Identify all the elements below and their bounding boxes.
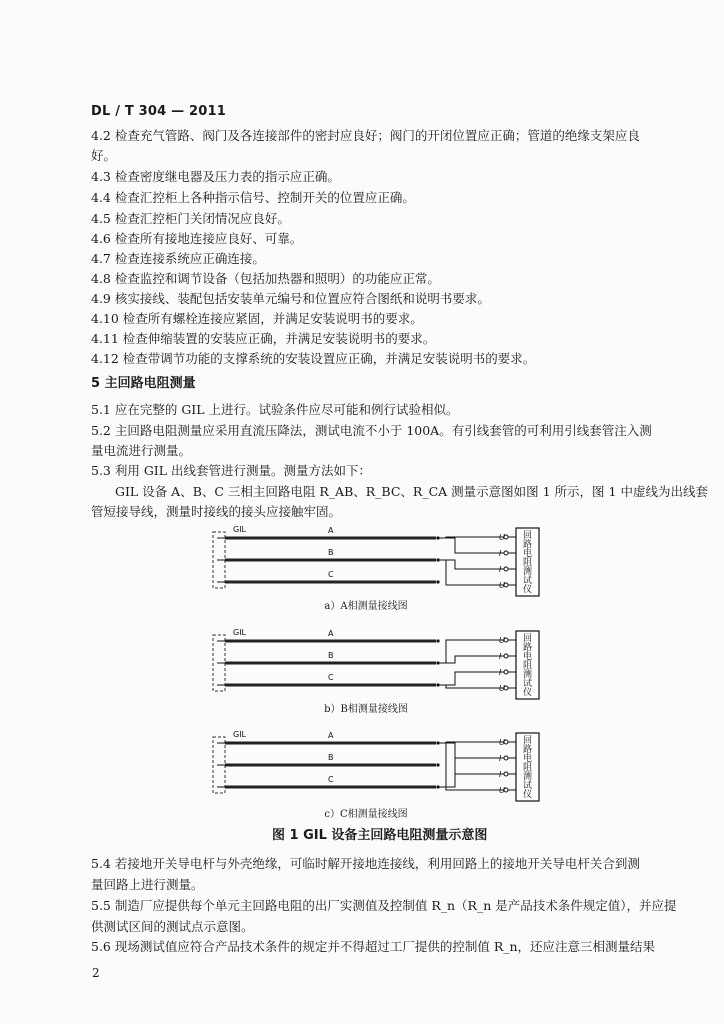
terminal-a-1 [504, 551, 508, 555]
instrument-char-a-0: 回 [523, 531, 533, 541]
phase-label-a-1: B [328, 548, 334, 557]
phase-label-b-1: B [328, 651, 334, 660]
instrument-char-c-3: 阻 [523, 763, 533, 773]
terminal-label-a-2: I [499, 565, 502, 574]
para-5-6: 5.6 现场测试值应符合产品技术条件的规定并不得超过工厂提供的控制值 R_n，还应注意三相测量结果 [91, 939, 656, 954]
item-4-8: 4.8 检查监控和调节设备（包括加热器和照明）的功能应正常。 [91, 271, 440, 286]
lead-a-2 [438, 560, 504, 569]
instrument-char-c-0: 回 [523, 736, 533, 746]
lead-c-1 [438, 758, 504, 787]
instrument-char-b-6: 仪 [523, 688, 533, 698]
item-4-11: 4.11 检查伸缩装置的安装应正确，并满足安装说明书的要求。 [91, 331, 436, 346]
instrument-char-a-2: 电 [523, 549, 533, 559]
para-5-3: 5.3 利用 GIL 出线套管进行测量。测量方法如下： [91, 463, 372, 478]
terminal-b-2 [504, 670, 508, 674]
terminal-label-c-3: U [499, 786, 505, 795]
terminal-c-1 [504, 756, 508, 760]
conductor-b-1 [225, 662, 436, 665]
lead-b-0 [438, 640, 504, 663]
para-5-2: 5.2 主回路电阻测量应采用直流压降法，测试电流不小于 100A。有引线套管的可利用引线套管注入测 [91, 423, 652, 438]
instrument-char-c-1: 路 [523, 745, 533, 755]
para-5-1: 5.1 应在完整的 GIL 上进行。试验条件应尽可能和例行试验相似。 [91, 402, 459, 417]
instrument-char-a-3: 阻 [523, 558, 533, 568]
terminal-label-b-1: I [499, 652, 502, 661]
phase-label-b-0: A [328, 629, 334, 638]
conductor-end-b-0 [436, 639, 439, 642]
conductor-end-c-1 [436, 763, 439, 766]
terminal-a-2 [504, 567, 508, 571]
terminal-label-a-0: U [499, 533, 505, 542]
instrument-char-a-4: 测 [523, 567, 533, 577]
item-4-12: 4.12 检查带调节功能的支撑系统的安装设置应正确，并满足安装说明书的要求。 [91, 351, 536, 366]
item-4-7: 4.7 检查连接系统应正确连接。 [91, 251, 265, 266]
doc-header: DL / T 304 — 2011 [91, 104, 227, 119]
item-4-6: 4.6 检查所有接地连接应良好、可靠。 [91, 231, 303, 246]
phase-label-b-2: C [328, 673, 334, 682]
para-5-5: 5.5 制造厂应提供每个单元主回路电阻的出厂实测值及控制值 R_n（R_n 是产品技术条件规定值），并应提 [91, 898, 677, 913]
caption-a: a）A相测量接线图 [324, 601, 408, 612]
phase-label-c-1: B [328, 753, 334, 762]
instrument-char-c-5: 试 [523, 781, 533, 791]
instrument-char-c-2: 电 [523, 754, 533, 764]
terminal-b-1 [504, 654, 508, 658]
item-4-4: 4.4 检查汇控柜上各种指示信号、控制开关的位置应正确。 [91, 190, 415, 205]
conductor-b-0 [225, 640, 436, 643]
lead-a-1 [438, 538, 504, 553]
item-4-2: 4.2 检查充气管路、阀门及各连接部件的密封应良好；阀门的开闭位置应正确；管道的绝缘支架应良 [91, 128, 640, 143]
conductor-a-0 [225, 537, 436, 540]
terminal-label-c-0: U [499, 738, 505, 747]
instrument-char-a-5: 试 [523, 576, 533, 586]
para-5-3-desc-cont: 管短接导线，测量时接线的接头应接触牢固。 [91, 504, 342, 519]
terminal-label-b-0: U [499, 636, 505, 645]
lead-c-0 [438, 742, 504, 787]
section-5-title: 5 主回路电阻测量 [91, 376, 196, 391]
gil-label-b: GIL [233, 628, 247, 637]
para-5-4-cont: 量回路上进行测量。 [91, 877, 204, 892]
phase-label-c-0: A [328, 731, 334, 740]
gil-label-a: GIL [233, 525, 247, 534]
conductor-c-0 [225, 742, 436, 745]
phase-label-c-2: C [328, 775, 334, 784]
item-4-9: 4.9 核实接线、装配包括安装单元编号和位置应符合图纸和说明书要求。 [91, 291, 490, 306]
figure-1-title: 图 1 GIL 设备主回路电阻测量示意图 [272, 828, 488, 843]
phase-label-a-0: A [328, 526, 334, 535]
terminal-label-c-1: I [499, 754, 502, 763]
instrument-char-c-6: 仪 [523, 790, 533, 800]
instrument-char-b-1: 路 [523, 643, 533, 653]
instrument-char-b-5: 试 [523, 679, 533, 689]
terminal-label-a-3: U [499, 581, 505, 590]
gil-label-c: GIL [233, 730, 247, 739]
conductor-a-2 [225, 581, 436, 584]
lead-b-1 [438, 656, 504, 663]
terminal-label-a-1: I [499, 549, 502, 558]
lead-c-3 [438, 743, 504, 790]
phase-label-a-2: C [328, 570, 334, 579]
item-4-10: 4.10 检查所有螺栓连接应紧固，并满足安装说明书的要求。 [91, 311, 423, 326]
instrument-char-b-4: 测 [523, 670, 533, 680]
instrument-char-c-4: 测 [523, 772, 533, 782]
instrument-char-a-6: 仪 [523, 585, 533, 595]
instrument-char-b-2: 电 [523, 652, 533, 662]
conductor-c-1 [225, 764, 436, 767]
terminal-label-b-2: I [499, 668, 502, 677]
conductor-a-1 [225, 559, 436, 562]
caption-c: c）C相测量接线图 [324, 809, 408, 820]
item-4-3: 4.3 检查密度继电器及压力表的指示应正确。 [91, 169, 340, 184]
page-number: 2 [92, 966, 100, 980]
para-5-3-desc: GIL 设备 A、B、C 三相主回路电阻 R_AB、R_BC、R_CA 测量示意图如图 1 所示，图 1 中虚线为出线套 [115, 484, 708, 499]
item-4-5: 4.5 检查汇控柜门关闭情况应良好。 [91, 211, 290, 226]
conductor-c-2 [225, 786, 436, 789]
lead-a-3 [438, 560, 504, 585]
terminal-label-c-2: I [499, 770, 502, 779]
para-5-4: 5.4 若接地开关导电杆与外壳绝缘，可临时解开接地连接线，利用回路上的接地开关导电杆关合到测 [91, 856, 640, 871]
instrument-char-a-1: 路 [523, 540, 533, 550]
item-4-2-cont: 好。 [91, 148, 117, 163]
instrument-char-b-3: 阻 [523, 661, 533, 671]
para-5-2-cont: 量电流进行测量。 [91, 443, 192, 458]
instrument-char-b-0: 回 [523, 634, 533, 644]
lead-b-2 [438, 672, 504, 685]
terminal-label-b-3: U [499, 684, 505, 693]
para-5-5-cont: 供测试区间的测试点示意图。 [91, 919, 254, 934]
conductor-end-a-2 [436, 580, 439, 583]
terminal-c-2 [504, 772, 508, 776]
conductor-b-2 [225, 684, 436, 687]
caption-b: b）B相测量接线图 [324, 704, 408, 715]
